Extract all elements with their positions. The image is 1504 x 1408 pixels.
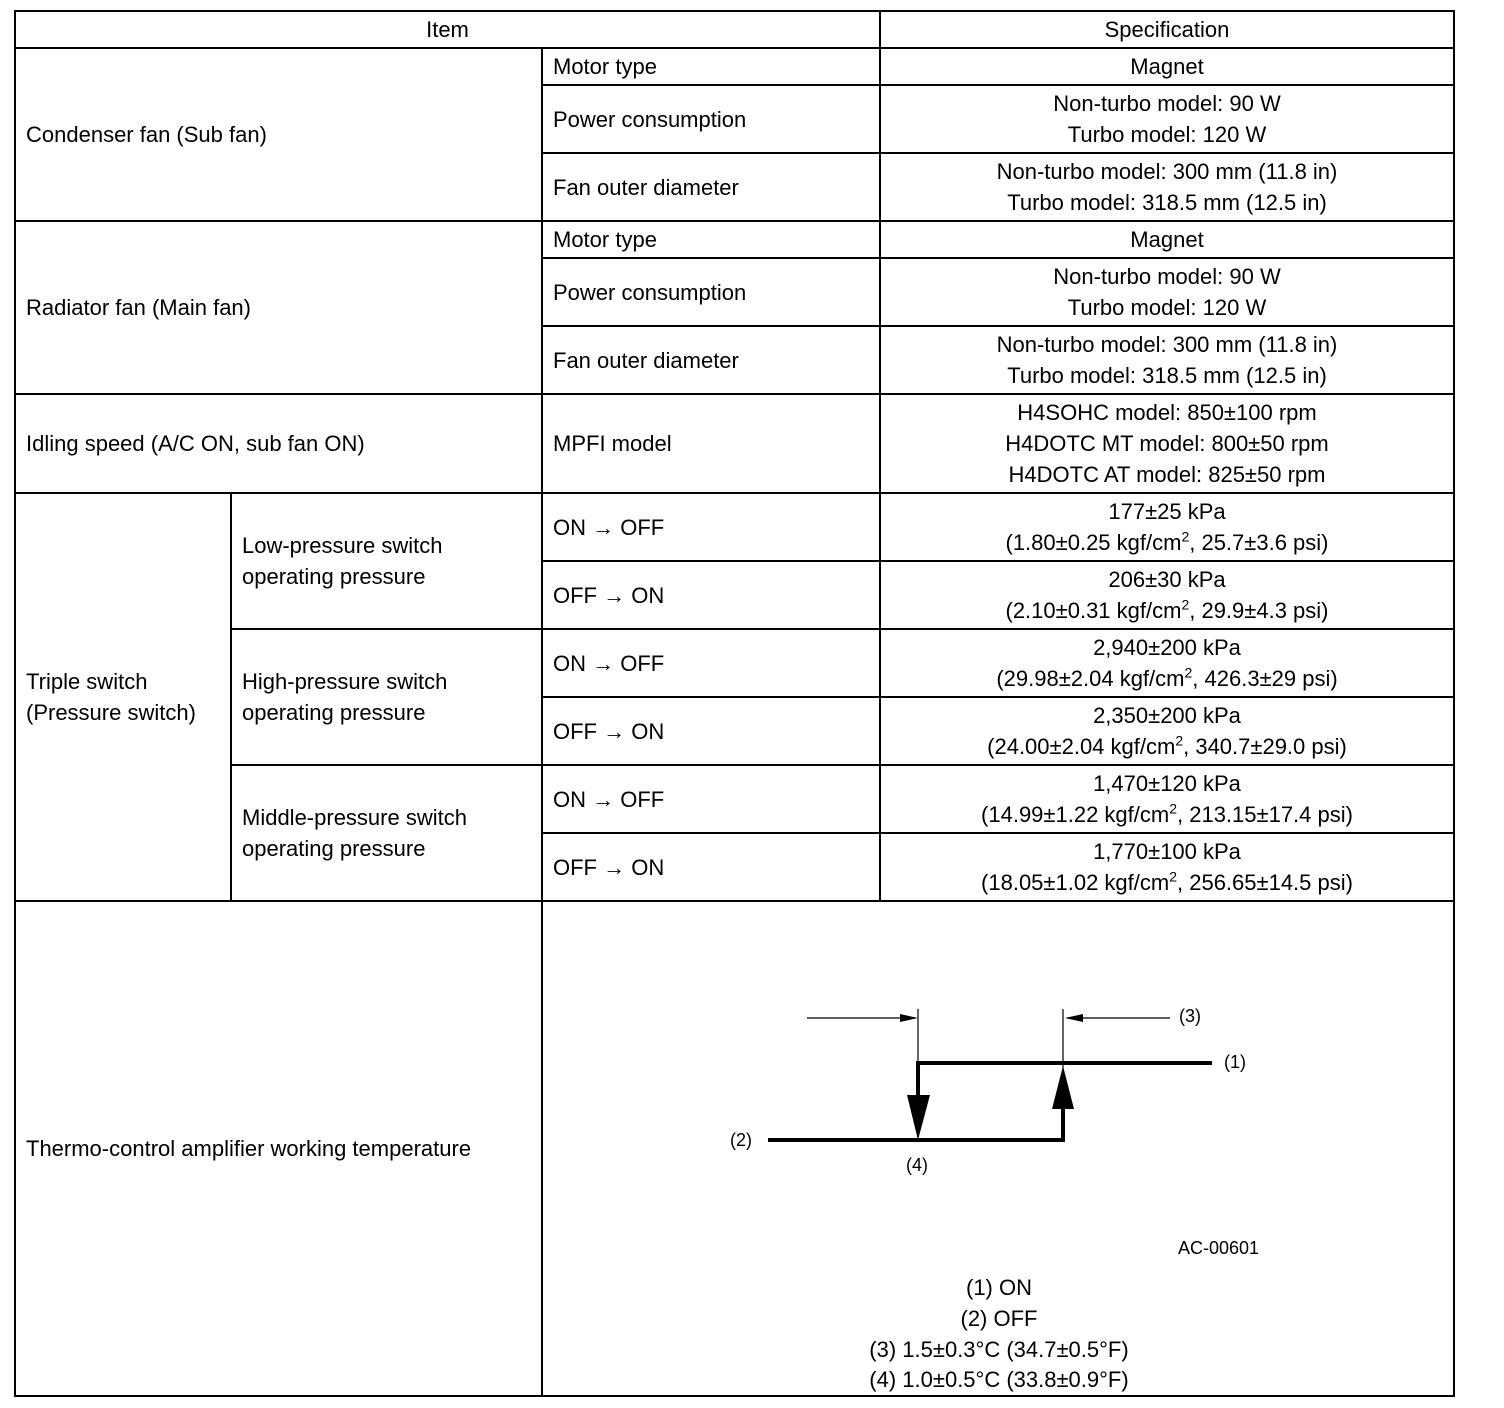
mode: OFF → ON [542,833,880,901]
figure-id: AC-00601 [1178,1238,1260,1258]
label-3: (3) [1179,1006,1201,1026]
dimension-arrow-right [900,1014,918,1022]
motor-type-label: Motor type [542,48,880,85]
legend-3: (3) 1.5±0.3°C (34.7±0.5°F) [869,1337,1129,1362]
dimension-arrow-left [1065,1014,1083,1022]
radiator-fan-label: Radiator fan (Main fan) [15,221,542,394]
power-value: Non-turbo model: 90 W Turbo model: 120 W [880,85,1454,153]
specification-table [14,10,1455,1397]
idling-speed-label: Idling speed (A/C ON, sub fan ON) [15,394,542,493]
legend-off: (2) OFF [960,1306,1038,1331]
thermo-control-label: Thermo-control amplifier working temperature [15,901,542,1396]
motor-type-value: Magnet [880,221,1454,258]
header-specification: Specification [880,11,1454,48]
label-2: (2) [730,1130,752,1150]
mode: OFF → ON [542,697,880,765]
thermo-diagram-cell [542,901,1454,1396]
mode: ON → OFF [542,765,880,833]
down-arrow-icon [907,1095,930,1140]
label-1: (1) [1224,1052,1246,1072]
power-value: Non-turbo model: 90 W Turbo model: 120 W [880,258,1454,326]
pressure-value: 177±25 kPa (1.80±0.25 kgf/$cm^2$, 25.7±3.6 psi) [880,493,1454,561]
legend-on: (1) ON [966,1275,1032,1300]
idling-speed-value: H4SOHC model: 850±100 rpm H4DOTC MT model: 800±50 rpm H4DOTC AT model: 825±50 rpm [880,394,1454,493]
mode: ON → OFF [542,629,880,697]
power-label: Power consumption [542,258,880,326]
condenser-fan-label: Condenser fan (Sub fan) [15,48,542,221]
mode: OFF → ON [542,561,880,629]
diameter-value: Non-turbo model: 300 mm (11.8 in) Turbo model: 318.5 mm (12.5 in) [880,153,1454,221]
label-4: (4) [906,1155,928,1175]
low-pressure-label: Low-pressure switch operating pressure [231,493,542,629]
legend-4: (4) 1.0±0.5°C (33.8±0.9°F) [869,1367,1129,1392]
hysteresis-diagram [543,902,1455,1397]
pressure-value: 206±30 kPa (2.10±0.31 kgf/$cm^2$, 29.9±4.3 psi) [880,561,1454,629]
middle-pressure-label: Middle-pressure switch operating pressure [231,765,542,901]
pressure-value: 1,470±120 kPa (14.99±1.22 kgf/$cm^2$, 213.15±17.4 psi) [880,765,1454,833]
diameter-value: Non-turbo model: 300 mm (11.8 in) Turbo model: 318.5 mm (12.5 in) [880,326,1454,394]
power-label: Power consumption [542,85,880,153]
idling-model: MPFI model [542,394,880,493]
motor-type-value: Magnet [880,48,1454,85]
pressure-value: 1,770±100 kPa (18.05±1.02 kgf/$cm^2$, 256.65±14.5 psi) [880,833,1454,901]
mode: ON → OFF [542,493,880,561]
high-pressure-label: High-pressure switch operating pressure [231,629,542,765]
motor-type-label: Motor type [542,221,880,258]
header-item: Item [15,11,880,48]
diameter-label: Fan outer diameter [542,326,880,394]
pressure-value: 2,350±200 kPa (24.00±2.04 kgf/$cm^2$, 340.7±29.0 psi) [880,697,1454,765]
pressure-value: 2,940±200 kPa (29.98±2.04 kgf/$cm^2$, 426.3±29 psi) [880,629,1454,697]
up-arrow-icon [1052,1066,1074,1109]
triple-switch-label: Triple switch (Pressure switch) [15,493,231,901]
diameter-label: Fan outer diameter [542,153,880,221]
